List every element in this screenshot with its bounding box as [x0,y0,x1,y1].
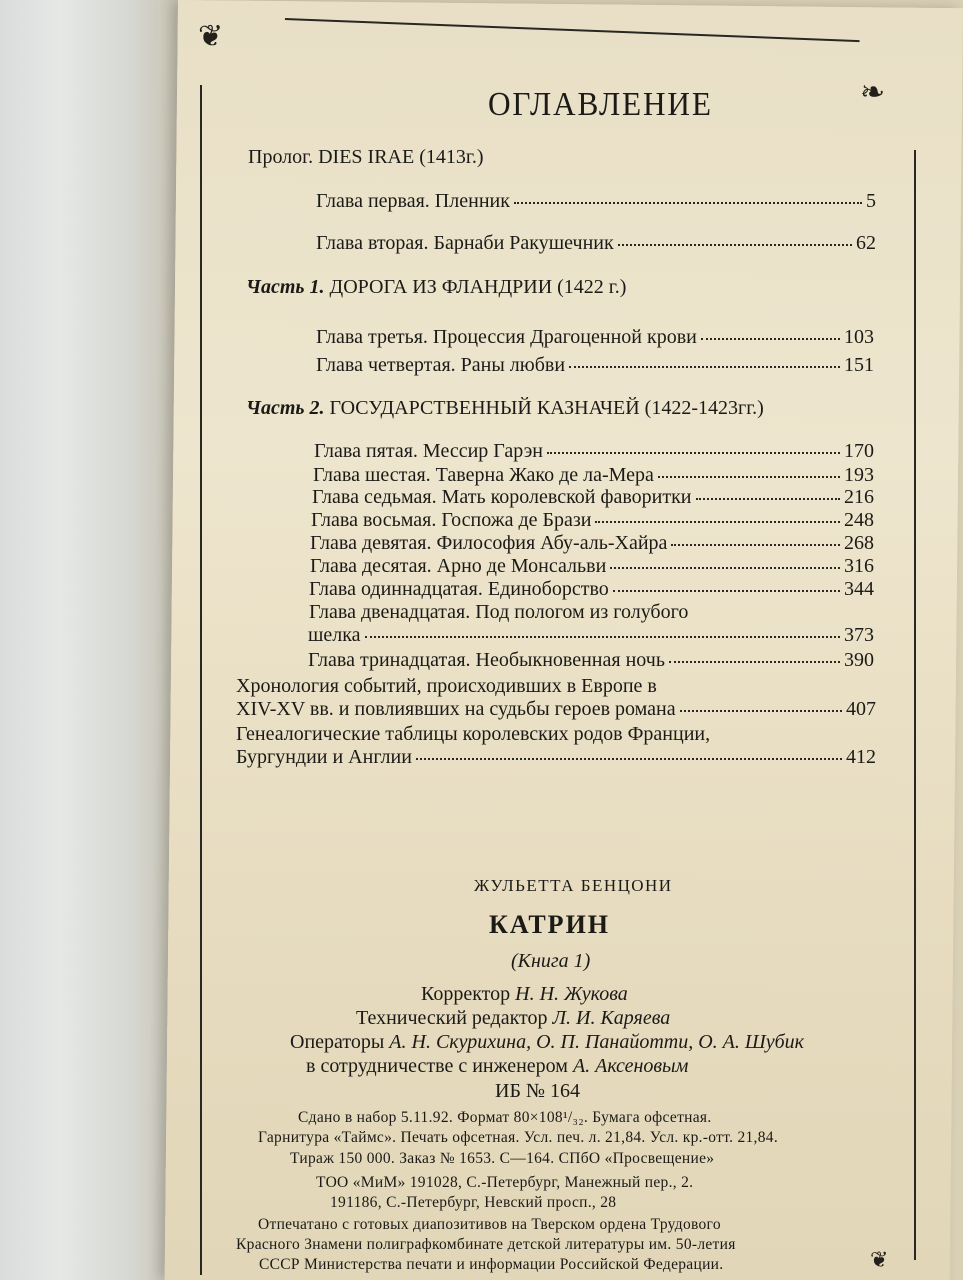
toc-entry-page: 344 [844,578,874,600]
imprint-line: Тираж 150 000. Заказ № 1653. С—164. СПбО «Просвещение» [290,1150,715,1167]
toc-entry-title: Хронология событий, происходивших в Европе в [236,675,657,697]
leader-dots [671,544,840,546]
toc-entry-title: Глава тринадцатая. Необыкновенная ночь [308,649,665,671]
part-heading [246,276,626,299]
imprint-line: Отпечатано с готовых диапозитивов на Тверском ордена Трудового [258,1216,721,1233]
credit-name: Л. И. Каряева [552,1007,671,1029]
toc-entry [310,555,874,578]
toc-entry-title [236,675,657,698]
credit-name: Н. Н. Жукова [515,983,628,1005]
toc-entry-title [309,601,688,624]
corner-ornament-icon: ❧ [860,75,886,110]
toc-entry-page: 316 [844,555,874,577]
imprint-operators [290,1031,804,1054]
imprint-line: СССР Министерства печати и информации Российской Федерации. [259,1256,724,1273]
toc-entry [236,698,876,721]
toc-entry-title: Глава четвертая. Раны любви [316,354,566,376]
toc-entry-page: 62 [856,232,876,254]
toc-entry-title: Глава третья. Процессия Драгоценной крови [316,326,697,348]
toc-entry [309,578,874,601]
leader-dots [658,476,840,478]
toc-entry [310,532,874,555]
toc-entry-title: Генеалогические таблицы королевских родов Франции, [236,723,711,745]
credit-label: Корректор [421,983,511,1005]
imprint-line: ТОО «МиМ» 191028, С.-Петербург, Манежный пер., 2. [316,1174,694,1191]
leader-dots [595,521,840,523]
toc-entry [316,190,876,213]
part-title: ГОСУДАРСТВЕННЫЙ КАЗНАЧЕЙ (1422-1423гг.) [329,397,764,419]
leader-dots [514,202,862,204]
toc-entry [313,464,874,487]
credit-label: в сотрудничестве с инженером [306,1055,568,1077]
toc-entry [311,509,874,532]
toc-entry-title: Глава пятая. Мессир Гарэн [314,440,544,462]
toc-entry-page: 170 [844,440,874,462]
toc-entry-title-continued: Бургундии и Англии [236,746,412,768]
toc-entry-page: 268 [844,532,874,554]
toc-entry-page: 407 [846,698,876,720]
toc-entry-title: Глава восьмая. Госпожа де Брази [311,509,592,531]
toc-entry-page: 193 [844,464,874,486]
corner-ornament-icon: ❦ [870,1248,889,1273]
part-prefix: Часть 1. [246,276,325,298]
leader-dots [416,758,842,760]
credit-name: А. Аксеновым [572,1055,689,1077]
imprint-title: КАТРИН [489,910,611,939]
toc-entry [308,649,874,672]
toc-entry-page: 412 [846,746,876,768]
toc-entry [312,486,874,509]
prologue-heading: Пролог. DIES IRAE (1413г.) [248,146,484,168]
toc-entry [316,232,876,255]
toc-entry-title: Глава одиннадцатая. Единоборство [309,578,609,600]
part-title: ДОРОГА ИЗ ФЛАНДРИИ (1422 г.) [329,276,627,298]
toc-entry-title [236,723,710,746]
toc-entry-title-continued: шелка [308,624,361,646]
imprint-collaboration [306,1055,688,1078]
leader-dots [547,452,840,454]
imprint-tech-editor [356,1007,670,1030]
imprint-ib-number: ИБ № 164 [495,1080,581,1102]
part-heading [246,397,764,420]
credit-label: Технический редактор [356,1007,548,1029]
toc-entry-page: 103 [844,326,874,348]
frame-left-rule [200,85,202,1275]
leader-dots [696,498,840,500]
toc-entry-page: 373 [844,624,874,646]
part-prefix: Часть 2. [246,397,325,419]
toc-entry-title: Глава седьмая. Мать королевской фаворитки [312,486,692,508]
toc-entry-title-continued: XIV-XV вв. и повлиявших на судьбы героев романа [236,698,676,720]
imprint-line: 191186, С.-Петербург, Невский просп., 28 [330,1194,617,1211]
toc-entry-page: 248 [844,509,874,531]
leader-dots [610,567,840,569]
credit-label: Операторы [290,1031,385,1053]
toc-entry-page: 216 [844,486,874,508]
toc-entry-page: 390 [844,649,874,671]
leader-dots [701,338,840,340]
leader-dots [365,636,840,638]
toc-entry [236,746,876,769]
toc-entry [308,624,874,647]
toc-entry-title: Глава десятая. Арно де Монсальви [310,555,607,577]
toc-entry-title: Глава вторая. Барнаби Ракушечник [316,232,614,254]
imprint-subtitle: (Книга 1) [511,950,591,972]
corner-ornament-icon: ❦ [198,19,224,54]
toc-entry-page: 5 [866,190,876,212]
toc-heading: ОГЛАВЛЕНИЕ [488,86,713,123]
imprint-corrector [421,983,628,1006]
toc-entry [314,440,874,463]
imprint-line: Красного Знамени полиграфкомбинате детской литературы им. 50-летия [236,1236,736,1253]
toc-entry-title: Глава шестая. Таверна Жако де ла-Мера [313,464,654,486]
toc-entry-title: Глава двенадцатая. Под пологом из голубого [309,601,689,623]
leader-dots [669,661,840,663]
toc-entry-page: 151 [844,354,874,376]
frame-right-rule [914,150,916,1260]
toc-entry [316,326,874,349]
imprint-line: Сдано в набор 5.11.92. Формат 80×108¹/₃₂. Бумага офсетная. [298,1109,712,1126]
imprint-line: Гарнитура «Таймс». Печать офсетная. Усл. печ. л. 21,84. Усл. кр.-отт. 21,84. [258,1129,779,1146]
leader-dots [618,244,852,246]
leader-dots [613,590,840,592]
leader-dots [680,710,842,712]
toc-entry-title: Глава девятая. Философия Абу-аль-Хайра [310,532,668,554]
imprint-author: ЖУЛЬЕТТА БЕНЦОНИ [474,876,673,895]
leader-dots [569,366,840,368]
toc-entry-title: Глава первая. Пленник [316,190,510,212]
toc-entry [316,354,874,377]
credit-name: А. Н. Скурихина, О. П. Панайотти, О. А. Шубик [389,1031,805,1053]
